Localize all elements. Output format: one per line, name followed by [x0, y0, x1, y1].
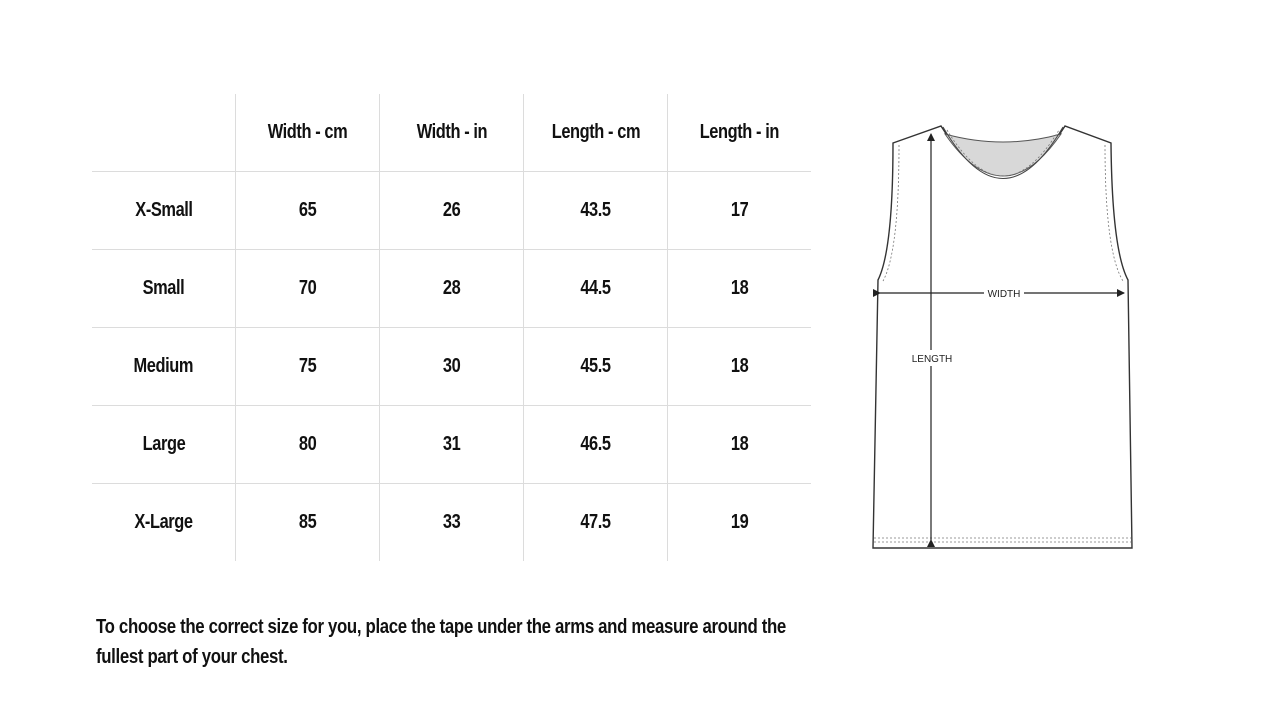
length-in-cell: 19	[668, 484, 812, 562]
length-cm-cell: 46.5	[524, 406, 668, 484]
header-width-in: Width - in	[380, 94, 524, 172]
length-label: LENGTH	[911, 354, 953, 365]
width-cm-cell: 85	[236, 484, 380, 562]
header-width-cm: Width - cm	[236, 94, 380, 172]
table-row	[92, 328, 811, 406]
length-cm-cell: 43.5	[524, 172, 668, 250]
width-label: WIDTH	[987, 289, 1021, 300]
tank-top-outline	[873, 126, 1132, 548]
header-length-cm: Length - cm	[524, 94, 668, 172]
table-row	[92, 250, 811, 328]
table-header-row	[92, 94, 811, 172]
tank-top-icon	[860, 118, 1150, 558]
header-length-in: Length - in	[668, 94, 812, 172]
size-label: Small	[92, 250, 236, 328]
size-label: X-Small	[92, 172, 236, 250]
length-in-cell: 17	[668, 172, 812, 250]
width-cm-cell: 65	[236, 172, 380, 250]
length-cm-cell: 44.5	[524, 250, 668, 328]
measuring-instructions: To choose the correct size for you, place the tape under the arms and measure around the fullest part of your chest.	[96, 616, 786, 668]
length-in-cell: 18	[668, 406, 812, 484]
length-in-cell: 18	[668, 328, 812, 406]
size-label: X-Large	[92, 484, 236, 562]
header-cell-blank	[92, 94, 236, 172]
table-row	[92, 484, 811, 562]
table-row	[92, 172, 811, 250]
width-cm-cell: 70	[236, 250, 380, 328]
width-in-cell: 31	[380, 406, 524, 484]
size-chart-table	[92, 94, 811, 561]
size-label: Medium	[92, 328, 236, 406]
table-row	[92, 406, 811, 484]
length-cm-cell: 47.5	[524, 484, 668, 562]
length-cm-cell: 45.5	[524, 328, 668, 406]
size-label: Large	[92, 406, 236, 484]
width-in-cell: 28	[380, 250, 524, 328]
width-in-cell: 30	[380, 328, 524, 406]
length-in-cell: 18	[668, 250, 812, 328]
width-in-cell: 33	[380, 484, 524, 562]
width-cm-cell: 80	[236, 406, 380, 484]
width-cm-cell: 75	[236, 328, 380, 406]
width-in-cell: 26	[380, 172, 524, 250]
